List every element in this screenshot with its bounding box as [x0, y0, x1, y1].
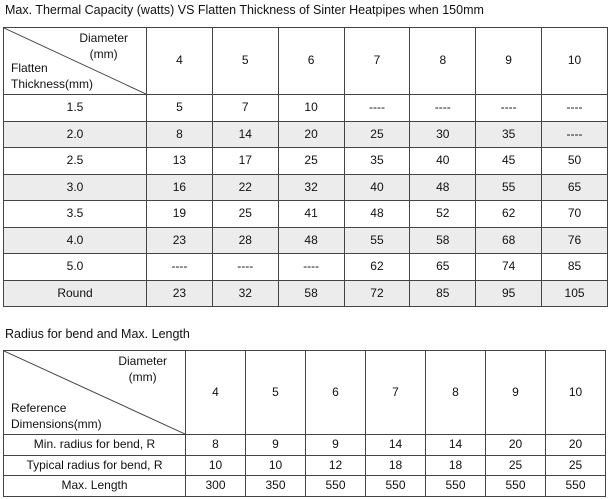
value-cell: 50: [542, 148, 608, 175]
value-cell: 5: [147, 95, 213, 122]
value-cell: 58: [410, 227, 476, 254]
row-label-cell: Typical radius for bend, R: [4, 455, 186, 476]
row-label-cell: 3.5: [4, 201, 147, 228]
value-cell: 52: [410, 201, 476, 228]
value-cell: 18: [366, 455, 426, 476]
value-cell: 550: [366, 476, 426, 497]
value-cell: 35: [344, 148, 410, 175]
diameter-header-cell: 7: [366, 351, 426, 435]
header-row: [4, 28, 608, 95]
value-cell: 35: [476, 121, 542, 148]
row-header-line: Thickness(mm): [11, 77, 94, 91]
value-cell: 28: [212, 227, 278, 254]
table-row: [4, 227, 608, 254]
value-cell: 25: [486, 455, 546, 476]
diagonal-header-cell: [4, 28, 147, 95]
diameter-header-cell: 8: [426, 351, 486, 435]
row-label-cell: 2.5: [4, 148, 147, 175]
value-cell: 55: [344, 227, 410, 254]
value-cell: 22: [212, 174, 278, 201]
value-cell: 48: [278, 227, 344, 254]
column-header-label: [79, 30, 128, 62]
diameter-header-cell: 10: [546, 351, 606, 435]
row-header-line: Flatten: [11, 61, 48, 75]
diameter-header-cell: 9: [476, 28, 542, 95]
row-header-label: [11, 60, 93, 92]
value-cell: 10: [278, 95, 344, 122]
table1-title: Max. Thermal Capacity (watts) VS Flatten Thickness of Sinter Heatpipes when 150mm: [5, 3, 484, 17]
table-row: [4, 95, 608, 122]
column-header-line: (mm): [89, 47, 118, 61]
value-cell: ----: [410, 95, 476, 122]
value-cell: 25: [546, 455, 606, 476]
value-cell: ----: [344, 95, 410, 122]
value-cell: 20: [546, 435, 606, 456]
value-cell: 41: [278, 201, 344, 228]
value-cell: 62: [476, 201, 542, 228]
value-cell: 16: [147, 174, 213, 201]
value-cell: 550: [306, 476, 366, 497]
value-cell: 45: [476, 148, 542, 175]
value-cell: 10: [246, 455, 306, 476]
column-header-label: [118, 353, 167, 385]
value-cell: 550: [486, 476, 546, 497]
value-cell: 8: [186, 435, 246, 456]
value-cell: 65: [410, 254, 476, 281]
value-cell: 85: [542, 254, 608, 281]
value-cell: 40: [344, 174, 410, 201]
value-cell: 9: [306, 435, 366, 456]
table-row: [4, 201, 608, 228]
table-row: [4, 121, 608, 148]
value-cell: 95: [476, 280, 542, 307]
row-label-cell: 5.0: [4, 254, 147, 281]
value-cell: 9: [246, 435, 306, 456]
row-label-cell: 2.0: [4, 121, 147, 148]
value-cell: 40: [410, 148, 476, 175]
row-label-cell: Round: [4, 280, 147, 307]
value-cell: 23: [147, 227, 213, 254]
diameter-header-cell: 9: [486, 351, 546, 435]
value-cell: 70: [542, 201, 608, 228]
value-cell: 18: [426, 455, 486, 476]
value-cell: ----: [476, 95, 542, 122]
value-cell: 65: [542, 174, 608, 201]
value-cell: 20: [278, 121, 344, 148]
row-label-cell: 4.0: [4, 227, 147, 254]
value-cell: 72: [344, 280, 410, 307]
value-cell: ----: [542, 95, 608, 122]
value-cell: 10: [186, 455, 246, 476]
value-cell: ----: [278, 254, 344, 281]
value-cell: 14: [366, 435, 426, 456]
column-header-line: Diameter: [118, 354, 167, 368]
diameter-header-cell: 10: [542, 28, 608, 95]
value-cell: 25: [278, 148, 344, 175]
diameter-header-cell: 4: [186, 351, 246, 435]
diameter-header-cell: 6: [278, 28, 344, 95]
value-cell: 32: [278, 174, 344, 201]
row-label-cell: Max. Length: [4, 476, 186, 497]
value-cell: 30: [410, 121, 476, 148]
row-header-line: Dimensions(mm): [11, 417, 102, 431]
table-row: [4, 174, 608, 201]
value-cell: 68: [476, 227, 542, 254]
table-row: [4, 254, 608, 281]
header-row: [4, 351, 606, 435]
value-cell: 550: [426, 476, 486, 497]
table-row: [4, 476, 606, 497]
value-cell: 85: [410, 280, 476, 307]
value-cell: 13: [147, 148, 213, 175]
column-header-line: Diameter: [79, 31, 128, 45]
thermal-capacity-table: [3, 27, 608, 307]
value-cell: 20: [486, 435, 546, 456]
row-header-label: [11, 400, 102, 432]
row-label-cell: Min. radius for bend, R: [4, 435, 186, 456]
diameter-header-cell: 5: [246, 351, 306, 435]
value-cell: 48: [410, 174, 476, 201]
value-cell: ----: [542, 121, 608, 148]
diameter-header-cell: 6: [306, 351, 366, 435]
value-cell: 7: [212, 95, 278, 122]
value-cell: 14: [426, 435, 486, 456]
table-row: [4, 435, 606, 456]
column-header-line: (mm): [128, 370, 157, 384]
value-cell: 300: [186, 476, 246, 497]
diameter-header-cell: 8: [410, 28, 476, 95]
diameter-header-cell: 7: [344, 28, 410, 95]
value-cell: 25: [344, 121, 410, 148]
diameter-header-cell: 4: [147, 28, 213, 95]
value-cell: 58: [278, 280, 344, 307]
value-cell: 8: [147, 121, 213, 148]
value-cell: 12: [306, 455, 366, 476]
value-cell: 55: [476, 174, 542, 201]
bend-radius-table: [3, 350, 606, 497]
table2-title: Radius for bend and Max. Length: [5, 327, 190, 341]
value-cell: 105: [542, 280, 608, 307]
value-cell: 17: [212, 148, 278, 175]
table-row: [4, 148, 608, 175]
row-label-cell: 1.5: [4, 95, 147, 122]
diameter-header-cell: 5: [212, 28, 278, 95]
value-cell: 32: [212, 280, 278, 307]
value-cell: ----: [212, 254, 278, 281]
value-cell: 14: [212, 121, 278, 148]
value-cell: 74: [476, 254, 542, 281]
value-cell: 48: [344, 201, 410, 228]
value-cell: 19: [147, 201, 213, 228]
value-cell: 23: [147, 280, 213, 307]
value-cell: 25: [212, 201, 278, 228]
row-label-cell: 3.0: [4, 174, 147, 201]
value-cell: ----: [147, 254, 213, 281]
diagonal-header-cell: [4, 351, 186, 435]
table-row: [4, 280, 608, 307]
value-cell: 76: [542, 227, 608, 254]
value-cell: 62: [344, 254, 410, 281]
row-header-line: Reference: [11, 401, 67, 415]
table-row: [4, 455, 606, 476]
value-cell: 550: [546, 476, 606, 497]
value-cell: 350: [246, 476, 306, 497]
